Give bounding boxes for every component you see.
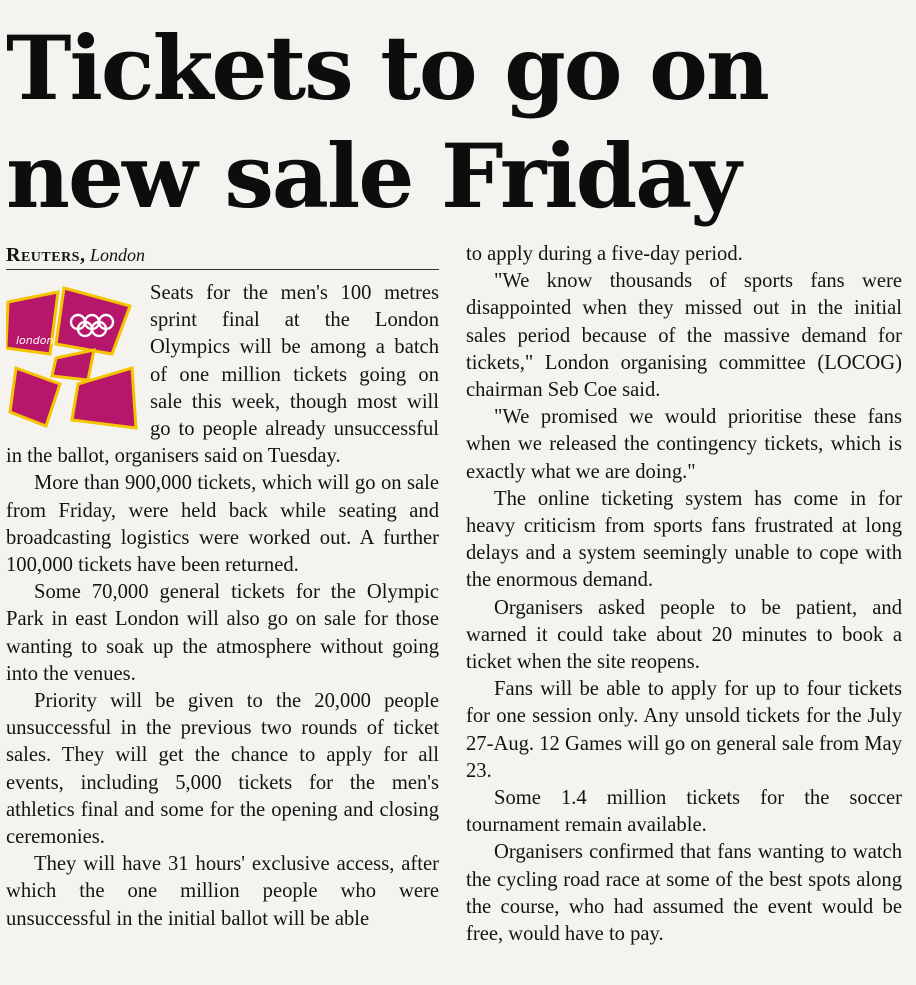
byline-city: London <box>89 245 145 265</box>
paragraph: Priority will be given to the 20,000 people unsuccessful in the previous two rounds of ticket sales. They will get the chance to apply for all events, including 5,000 tickets for the men's athletics final and some for the opening and closing ceremonies. <box>6 690 439 849</box>
paragraph: Organisers asked people to be patient, and warned it could take about 20 minutes to book a ticket when the site reopens. <box>466 596 902 674</box>
headline-line-2: new sale Friday <box>6 124 740 228</box>
paragraph: The online ticketing system has come in for heavy criticism from sports fans frustrated at long delays and a system seemingly unable to cope with the enormous demand. <box>466 487 902 592</box>
london-2012-logo-icon <box>6 284 140 430</box>
paragraph: Organisers confirmed that fans wanting to watch the cycling road race at some of the best spots along the course, who had assumed the event would be free, would have to pay. <box>466 841 902 946</box>
paragraph: They will have 31 hours' exclusive access, after which the one million people who were unsuccessful in the initial ballot will be able <box>6 853 439 930</box>
paragraph: to apply during a five-day period. <box>466 243 743 265</box>
byline-agency: Reuters, <box>6 244 86 266</box>
paragraph: "We know thousands of sports fans were disappointed when they missed out in the initial sales period because of the massive demand for tickets," London organising committee (LOCOG) chairman Seb Coe said. <box>466 270 902 402</box>
headline-line-1: Tickets to go on <box>6 16 768 120</box>
logo-text: london <box>16 334 54 347</box>
article-column-left <box>6 241 439 933</box>
article-column-right <box>466 241 902 948</box>
paragraph: "We promised we would prioritise these fans when we released the contingency tickets, which is exactly what we are doing." <box>466 406 902 483</box>
paragraph: Fans will be able to apply for up to four tickets for one session only. Any unsold tickets for the July 27-Aug. 12 Games will go on general sale from May 23. <box>466 678 902 782</box>
paragraph: Some 1.4 million tickets for the soccer tournament remain available. <box>466 787 902 837</box>
paragraph: Seats for the men's 100 metres sprint final at the London Olympics will be among a batch of one million tickets going on sale this week, though most will go to people already unsuccessful in the ballot, organisers said on Tuesday. <box>6 282 439 468</box>
paragraph: More than 900,000 tickets, which will go on sale from Friday, were held back while seating and broadcasting logistics were worked out. A further 100,000 tickets have been returned. <box>6 472 439 577</box>
byline <box>6 241 439 270</box>
paragraph: Some 70,000 general tickets for the Olympic Park in east London will also go on sale for those wanting to soak up the atmosphere without going into the venues. <box>6 581 439 685</box>
headline <box>6 14 906 230</box>
